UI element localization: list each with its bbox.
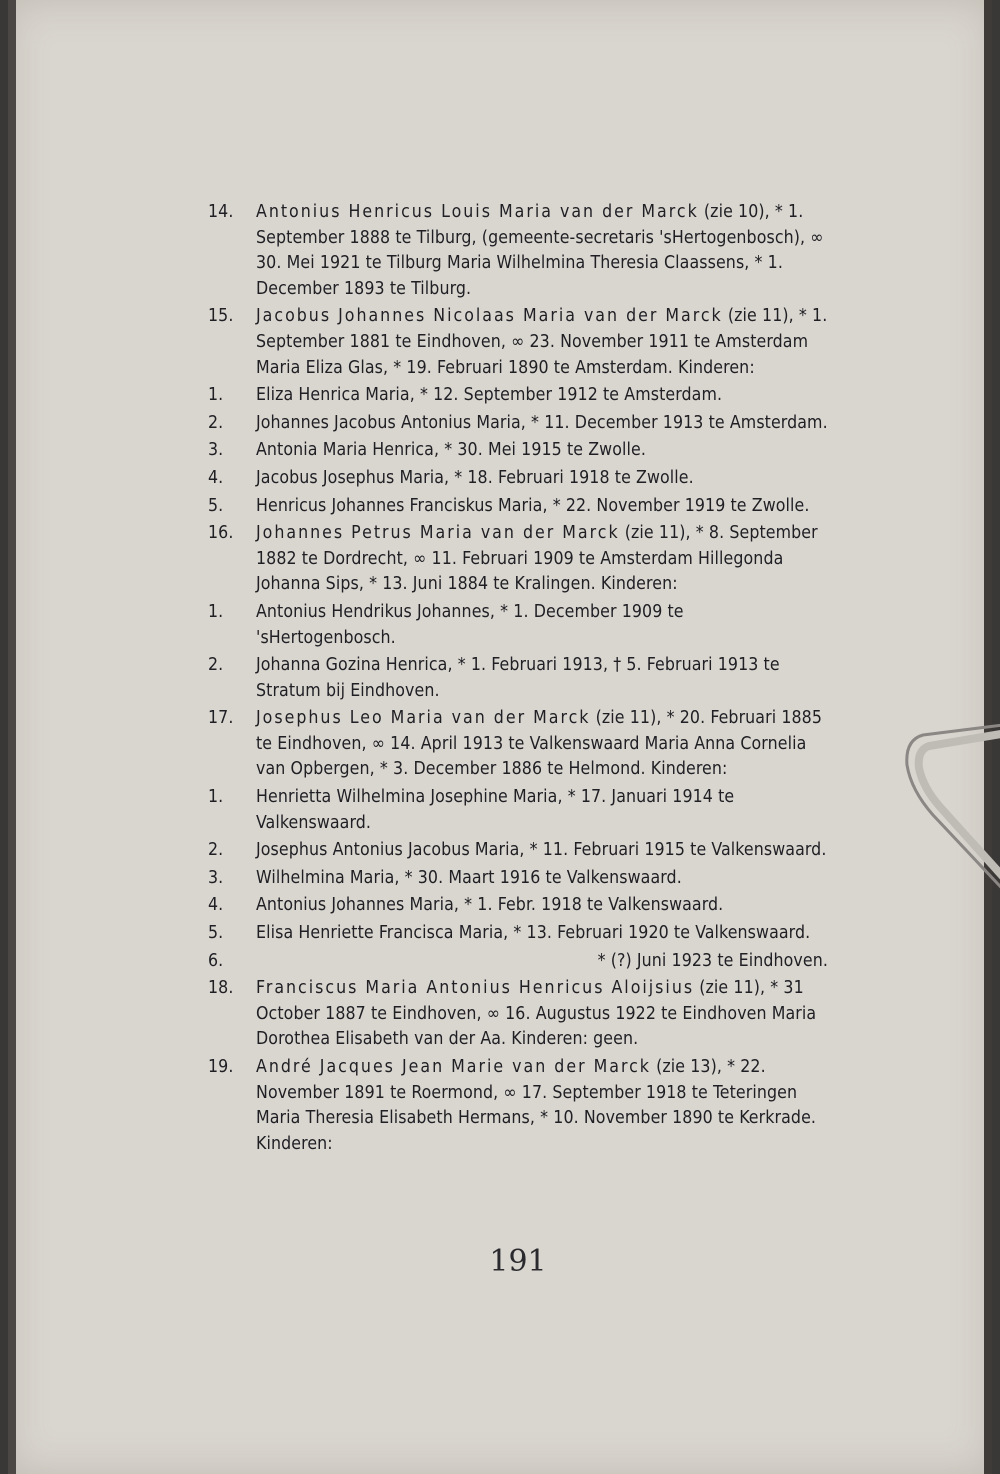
child-number: 4. xyxy=(208,467,224,488)
child-number: 3. xyxy=(208,440,224,461)
child-number: 1. xyxy=(208,601,224,622)
child-item xyxy=(186,785,828,836)
child-number: 4. xyxy=(208,895,224,916)
child-number: 6. xyxy=(208,950,224,971)
child-number: 3. xyxy=(208,867,224,888)
child-text: * (?) Juni 1923 te Eindhoven. xyxy=(597,950,828,971)
child-text: Jacobus Josephus Maria, * 18. Februari 1918 te Zwolle. xyxy=(256,467,694,488)
child-item xyxy=(186,921,828,947)
entry-16 xyxy=(208,521,828,598)
entry-14 xyxy=(208,200,828,302)
entry-name: André Jacques Jean Marie van der Marck xyxy=(256,1057,651,1077)
page-edge-left xyxy=(8,0,16,1474)
child-number: 1. xyxy=(208,787,224,808)
child-text: Antonius Johannes Maria, * 1. Febr. 1918 te Valkenswaard. xyxy=(256,895,724,916)
child-number: 2. xyxy=(208,412,224,433)
child-text: Henrietta Wilhelmina Josephine Maria, * 17. Januari 1914 te Valkenswaard. xyxy=(256,787,735,833)
child-text: Antonia Maria Henrica, * 30. Mei 1915 te Zwolle. xyxy=(256,440,646,461)
child-item xyxy=(186,383,828,409)
child-item xyxy=(186,838,828,864)
entry-text: (zie 10), * 1. September 1888 te Tilburg, (gemeente-secretaris 'sHertogenbosch), ∞ 30. Mei 1921 te Tilburg Maria Wilhelmina Theresia Claassens, * 1. December 1893 te Tilburg. xyxy=(256,202,824,299)
entry-number: 17. xyxy=(208,708,234,729)
entry-number: 19. xyxy=(208,1057,234,1077)
bookmark-clip xyxy=(903,720,1000,910)
child-text: Wilhelmina Maria, * 30. Maart 1916 te Valkenswaard. xyxy=(256,867,682,888)
entry-15 xyxy=(208,304,828,381)
entry-text: (zie 13), * 22. November 1891 te Roermond, ∞ 17. September 1918 te Teteringen Maria Theresia Elisabeth Hermans, * 10. November 1890 te Kerkrade. Kinderen: xyxy=(256,1057,817,1154)
child-number: 2. xyxy=(208,840,224,861)
child-number: 1. xyxy=(208,385,224,406)
entry-text: (zie 11), * 1. September 1881 te Eindhoven, ∞ 23. November 1911 te Amsterdam Maria Eliza Glas, * 19. Februari 1890 te Amsterdam. Kinderen: xyxy=(256,306,828,378)
entry-number: 15. xyxy=(208,306,234,327)
entry-name: Antonius Henricus Louis Maria van der Marck xyxy=(256,202,699,222)
child-text: Josephus Antonius Jacobus Maria, * 11. Februari 1915 te Valkenswaard. xyxy=(256,840,827,861)
child-text: Henricus Johannes Franciskus Maria, * 22. November 1919 te Zwolle. xyxy=(256,495,810,516)
entry-number: 18. xyxy=(208,978,234,999)
child-item xyxy=(186,411,828,437)
child-item xyxy=(186,600,828,651)
entry-19 xyxy=(208,1055,828,1157)
child-item xyxy=(186,466,828,492)
child-text: Antonius Hendrikus Johannes, * 1. December 1909 te 'sHertogenbosch. xyxy=(256,601,684,648)
book-page xyxy=(8,0,992,1474)
child-number: 5. xyxy=(208,923,224,944)
entry-number: 14. xyxy=(208,202,234,222)
child-item xyxy=(186,949,828,975)
child-number: 2. xyxy=(208,655,224,676)
entry-name: Josephus Leo Maria van der Marck xyxy=(256,708,591,729)
child-text: Eliza Henrica Maria, * 12. September 1912 te Amsterdam. xyxy=(256,385,723,406)
entry-name: Jacobus Johannes Nicolaas Maria van der Marck xyxy=(256,306,723,327)
child-text: Elisa Henriette Francisca Maria, * 13. Februari 1920 te Valkenswaard. xyxy=(256,923,811,944)
genealogy-text xyxy=(208,200,828,1159)
entry-name: Franciscus Maria Antonius Henricus Aloijsius xyxy=(256,978,695,999)
page-number: 191 xyxy=(489,1244,547,1279)
child-text: Johannes Jacobus Antonius Maria, * 11. December 1913 te Amsterdam. xyxy=(256,412,828,433)
child-item xyxy=(186,653,828,704)
entry-text: (zie 11), * 8. September 1882 te Dordrecht, ∞ 11. Februari 1909 te Amsterdam Hillegonda Johanna Sips, * 13. Juni 1884 te Kralingen. Kinderen: xyxy=(256,523,818,595)
entry-18 xyxy=(208,976,828,1053)
entry-text: (zie 11), * 20. Februari 1885 te Eindhoven, ∞ 14. April 1913 te Valkenswaard Maria Anna Cornelia van Opbergen, * 3. December 1886 te Helmond. Kinderen: xyxy=(256,708,823,780)
child-text: Johanna Gozina Henrica, * 1. Februari 1913, † 5. Februari 1913 te Stratum bij Eindhoven. xyxy=(256,655,780,701)
entry-name: Johannes Petrus Maria van der Marck xyxy=(256,523,620,544)
child-item xyxy=(186,893,828,919)
entry-number: 16. xyxy=(208,523,234,544)
child-item xyxy=(186,438,828,464)
child-number: 5. xyxy=(208,495,224,516)
entry-text: (zie 11), * 31 October 1887 te Eindhoven, ∞ 16. Augustus 1922 te Eindhoven Maria Dorothea Elisabeth van der Aa. Kinderen: geen. xyxy=(256,978,817,1050)
child-item xyxy=(186,866,828,892)
entry-17 xyxy=(208,706,828,783)
child-item xyxy=(186,494,828,520)
